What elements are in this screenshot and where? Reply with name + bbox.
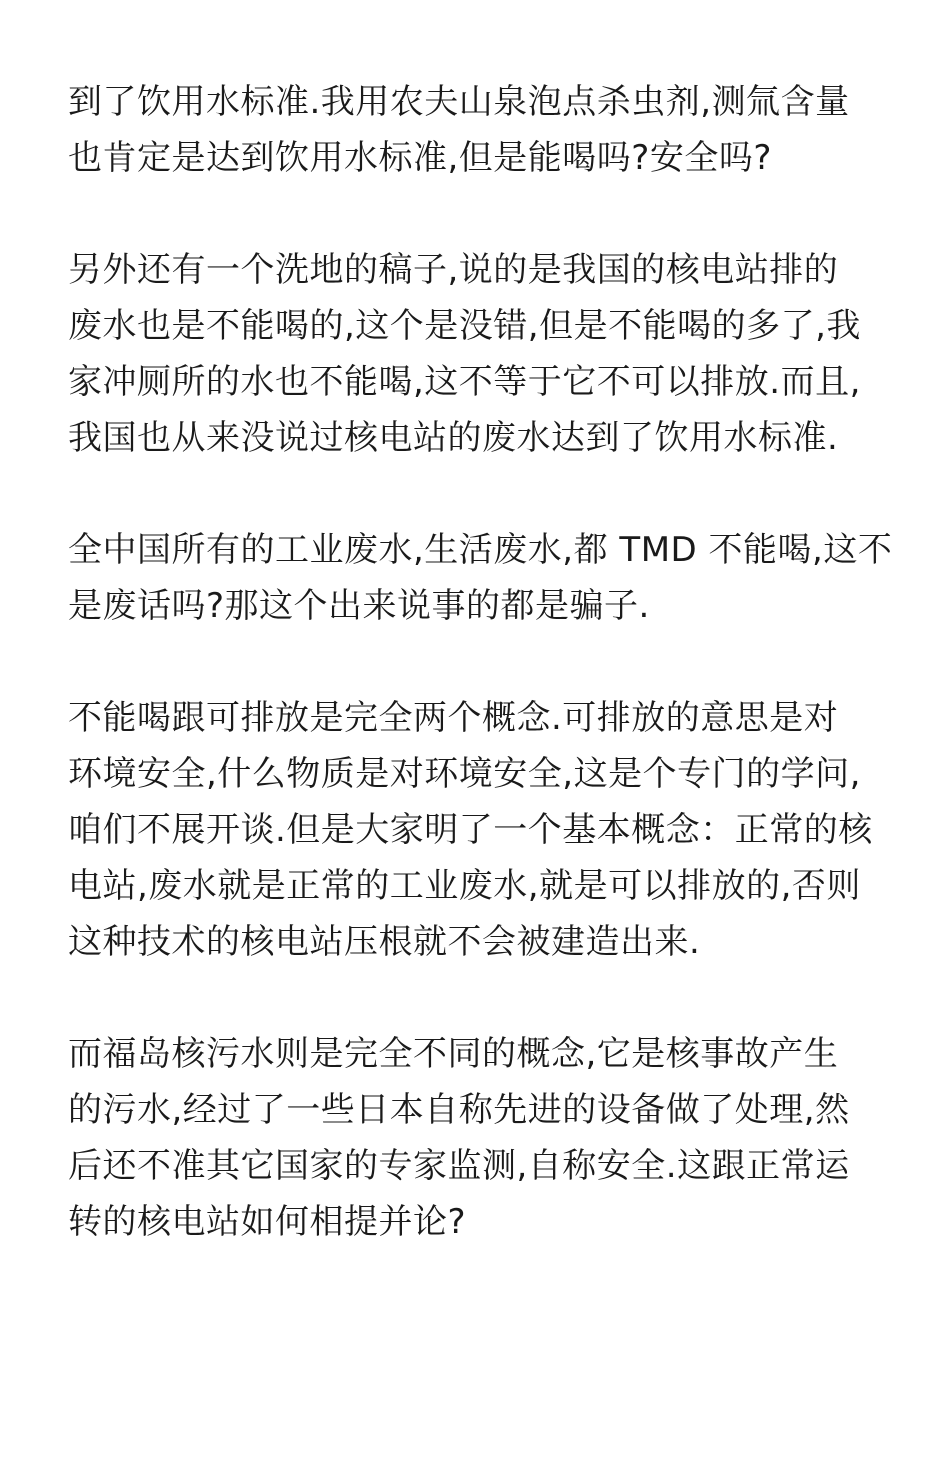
text-line: 也肯定是达到饮用水标准,但是能喝吗?安全吗? [68,138,772,178]
paragraph-5 [68,1026,888,1250]
text-line: 我国也从来没说过核电站的废水达到了饮用水标准. [68,418,839,458]
text-line: 环境安全,什么物质是对环境安全,这是个专门的学问, [68,754,861,794]
text-line: 后还不准其它国家的专家监测,自称安全.这跟正常运 [68,1146,850,1186]
text-line: 是废话吗?那这个出来说事的都是骗子. [68,586,650,626]
text-line: 电站,废水就是正常的工业废水,就是可以排放的,否则 [68,866,861,906]
paragraph-2 [68,242,888,466]
text-line: 这种技术的核电站压根就不会被建造出来. [68,922,701,962]
text-line: 另外还有一个洗地的稿子,说的是我国的核电站排的 [68,250,839,290]
text-line: 到了饮用水标准.我用农夫山泉泡点杀虫剂,测氚含量 [68,82,850,122]
text-line: 废水也是不能喝的,这个是没错,但是不能喝的多了,我 [68,306,861,346]
text-line: 转的核电站如何相提并论? [68,1202,467,1242]
text-line: 咱们不展开谈.但是大家明了一个基本概念：正常的核 [68,810,873,850]
article-body [68,74,893,1250]
text-line: 家冲厕所的水也不能喝,这不等于它不可以排放.而且, [68,362,861,402]
text-line: 全中国所有的工业废水,生活废水,都 TMD 不能喝,这不 [68,530,893,570]
text-line: 不能喝跟可排放是完全两个概念.可排放的意思是对 [68,698,839,738]
paragraph-3 [68,522,893,634]
paragraph-1 [68,74,888,186]
text-line: 的污水,经过了一些日本自称先进的设备做了处理,然 [68,1090,850,1130]
paragraph-4 [68,690,888,970]
text-line: 而福岛核污水则是完全不同的概念,它是核事故产生 [68,1034,839,1074]
